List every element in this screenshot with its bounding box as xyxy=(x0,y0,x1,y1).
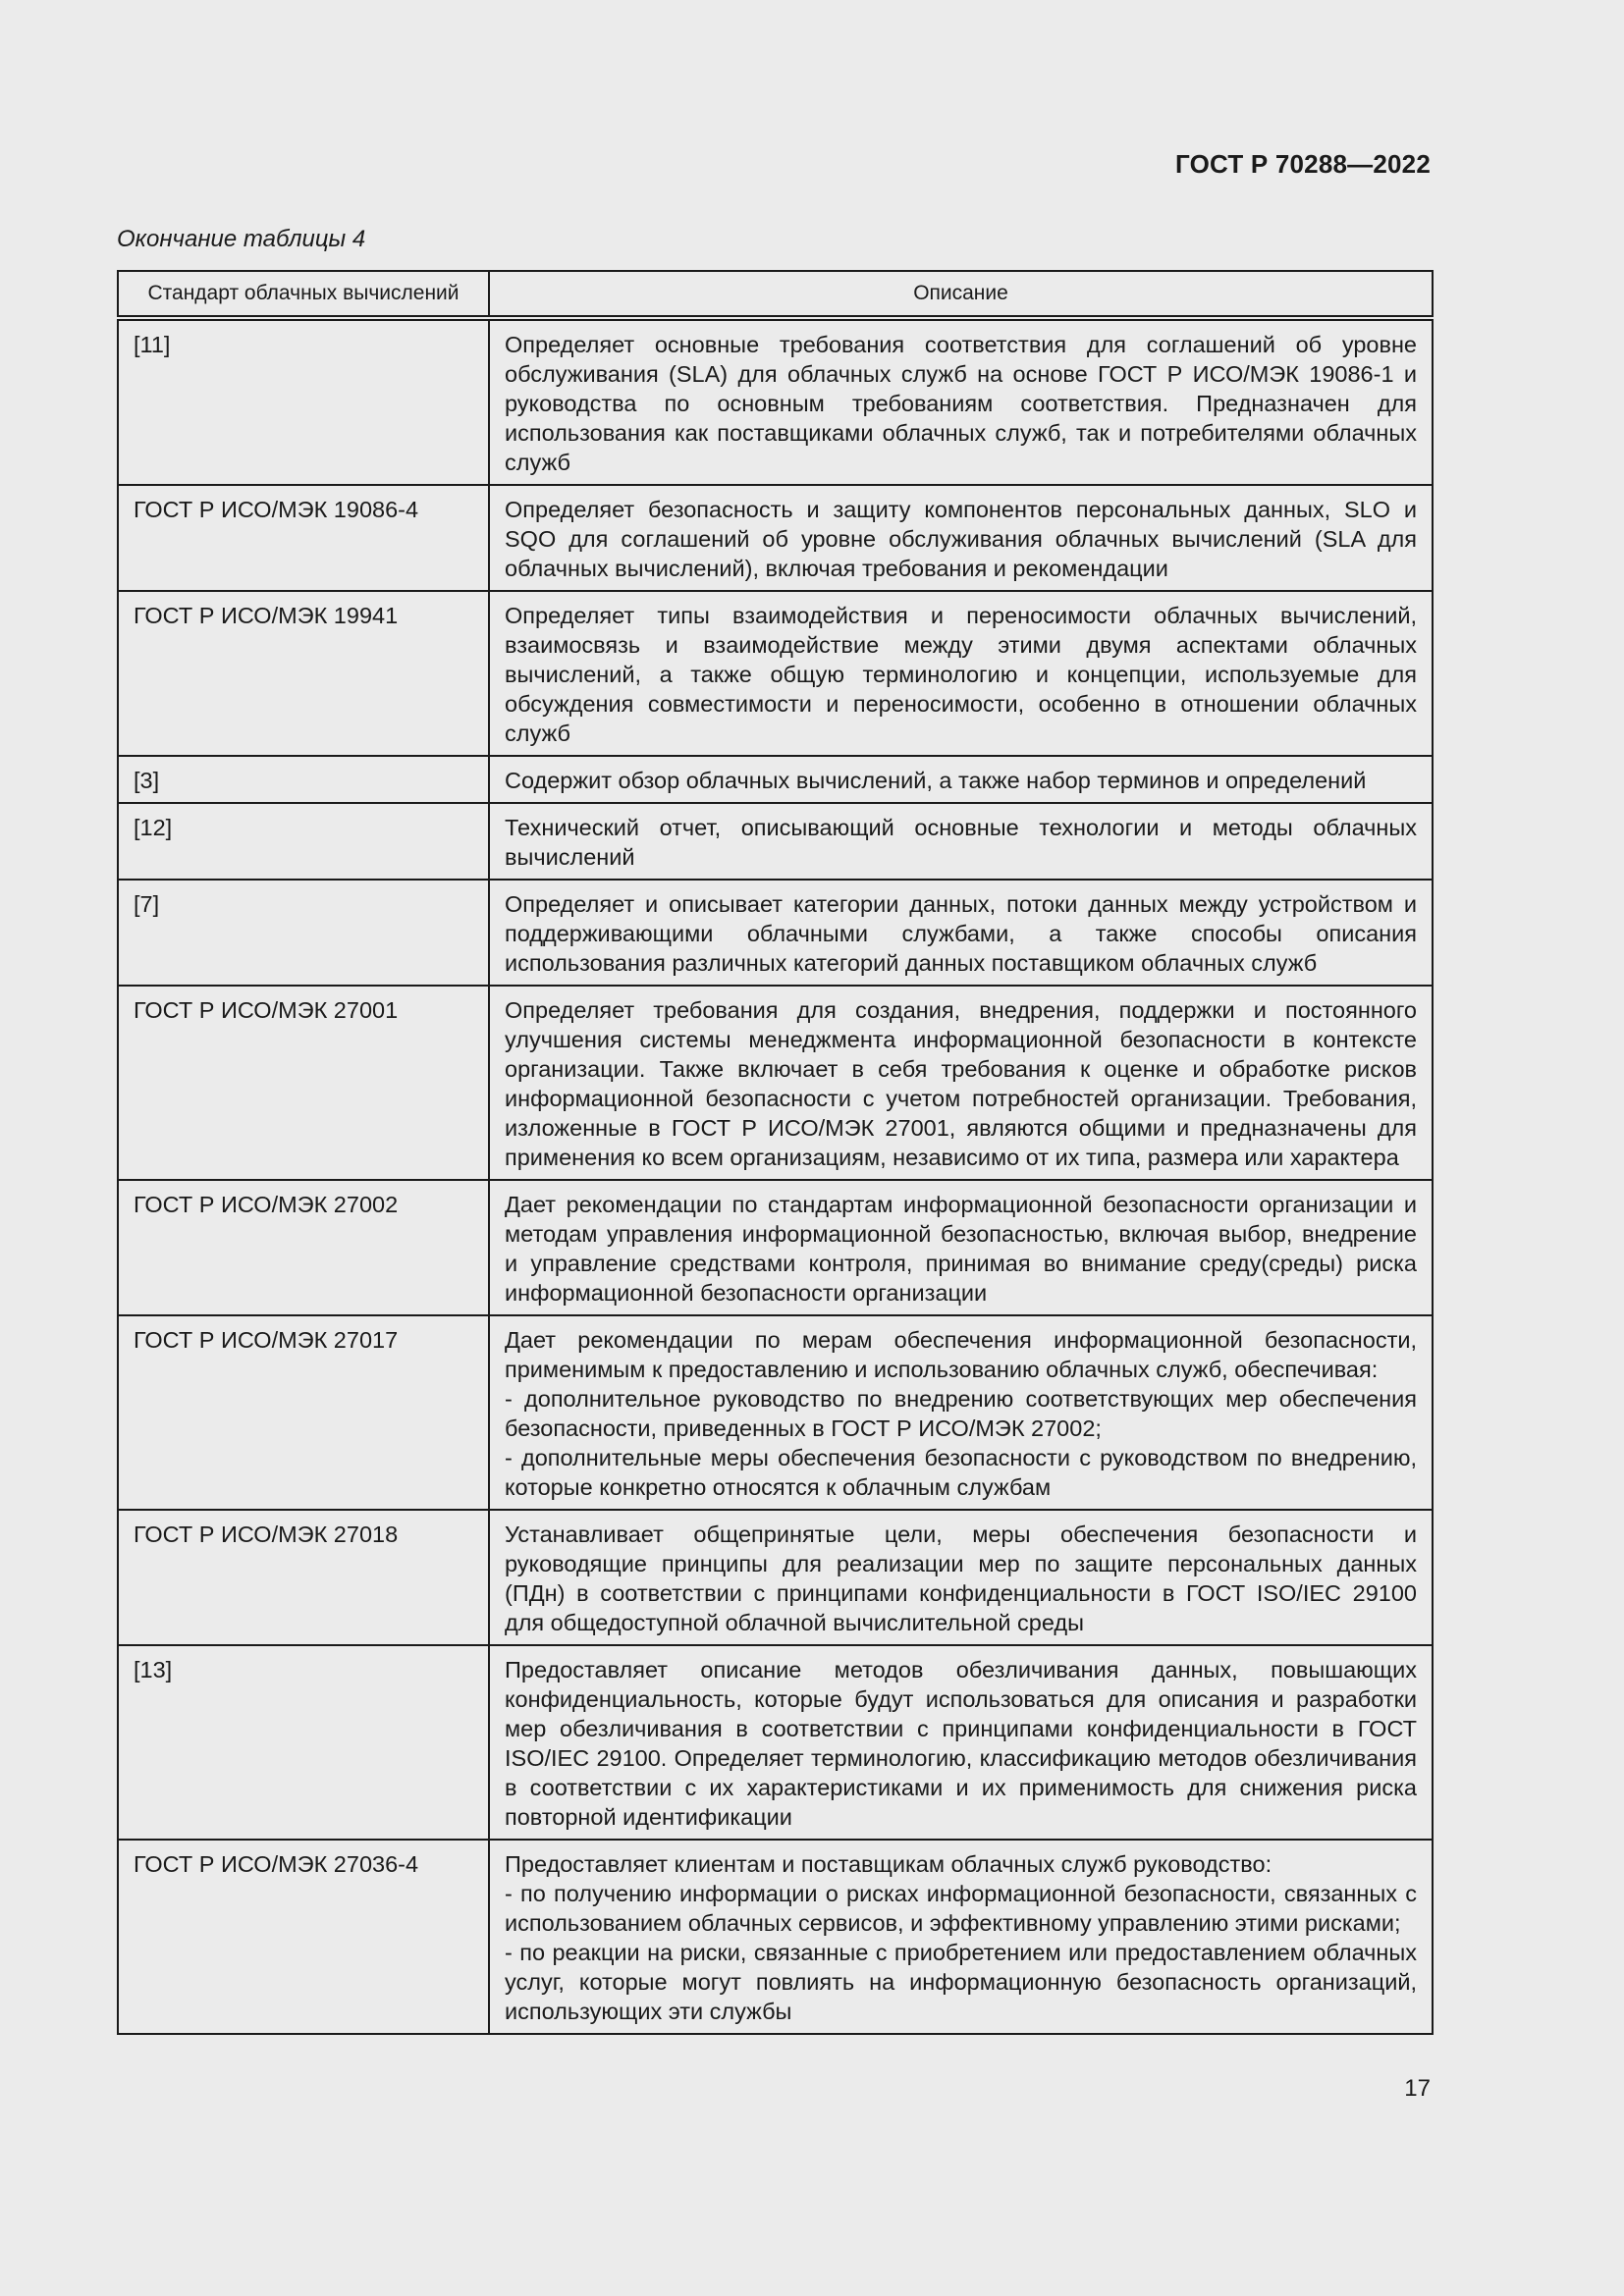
description-cell xyxy=(489,1315,1433,1510)
standard-cell: [12] xyxy=(118,803,489,880)
table-row xyxy=(118,591,1433,756)
description-paragraph: - по реакции на риски, связанные с приобретением или предоставлением облачных услуг, которые могут повлиять на информационную безопасность организаций, использующих эти службы xyxy=(505,1940,1417,2024)
table-row xyxy=(118,880,1433,986)
standard-cell: ГОСТ Р ИСО/МЭК 27036-4 xyxy=(118,1840,489,2034)
table-row xyxy=(118,318,1433,485)
table-row xyxy=(118,756,1433,803)
standard-cell: ГОСТ Р ИСО/МЭК 27002 xyxy=(118,1180,489,1315)
description-paragraph: Определяет требования для создания, внедрения, поддержки и постоянного улучшения системы менеджмента информационной безопасности в контексте организации. Также включает в себя требования к оценке и обработке рисков информационной безопасности с учетом потребностей организации. Требования, изложенные в ГОСТ Р ИСО/МЭК 27001, являются общими и предназначены для применения ко всем организациям, независимо от их типа, размера или характера xyxy=(505,997,1417,1170)
description-paragraph: Дает рекомендации по стандартам информационной безопасности организации и методам управления информационной безопасностью, включая выбор, внедрение и управление средствами контроля, принимая во внимание среду(среды) риска информационной безопасности организации xyxy=(505,1192,1417,1306)
description-cell xyxy=(489,880,1433,986)
description-paragraph: Определяет типы взаимодействия и переносимости облачных вычислений, взаимосвязь и взаимодействие между этими двумя аспектами облачных вычислений, а также общую терминологию и концепции, используемые для обсуждения совместимости и переносимости, особенно в отношении облачных служб xyxy=(505,603,1417,746)
standard-cell: ГОСТ Р ИСО/МЭК 19086-4 xyxy=(118,485,489,591)
standard-cell: [3] xyxy=(118,756,489,803)
description-cell xyxy=(489,803,1433,880)
description-paragraph: Устанавливает общепринятые цели, меры обеспечения безопасности и руководящие принципы для реализации мер по защите персональных данных (ПДн) в соответствии с принципами конфиденциальности в ГОСТ ISO/IEC 29100 для общедоступной облачной вычислительной среды xyxy=(505,1522,1417,1635)
table-row xyxy=(118,1840,1433,2034)
standards-table xyxy=(117,270,1434,2035)
table-row xyxy=(118,1180,1433,1315)
description-cell xyxy=(489,318,1433,485)
description-paragraph: Предоставляет описание методов обезличивания данных, повышающих конфиденциальность, которые будут использоваться для описания и разработки мер обезличивания в соответствии с принципами конфиденциальности в ГОСТ ISO/IEC 29100. Определяет терминологию, классификацию методов обезличивания в соответствии с их характеристиками и их применимость для снижения риска повторной идентификации xyxy=(505,1657,1417,1830)
column-header-standard: Стандарт облачных вычислений xyxy=(118,271,489,318)
description-cell xyxy=(489,1840,1433,2034)
description-paragraph: Предоставляет клиентам и поставщикам облачных служб руководство: xyxy=(505,1851,1272,1877)
description-cell xyxy=(489,1180,1433,1315)
description-cell xyxy=(489,1645,1433,1840)
table-row xyxy=(118,1315,1433,1510)
description-cell xyxy=(489,986,1433,1180)
description-paragraph: - дополнительные меры обеспечения безопасности с руководством по внедрению, которые конкретно относятся к облачным службам xyxy=(505,1445,1417,1500)
description-paragraph: Определяет основные требования соответствия для соглашений об уровне обслуживания (SLA) для облачных служб на основе ГОСТ Р ИСО/МЭК 19086-1 и руководства по основным требованиям соответствия. Предназначен для использования как поставщиками облачных служб, так и потребителями облачных служб xyxy=(505,332,1417,475)
table-row xyxy=(118,1645,1433,1840)
table-row xyxy=(118,986,1433,1180)
column-header-description: Описание xyxy=(489,271,1433,318)
table-header-row xyxy=(118,271,1433,318)
description-paragraph: Технический отчет, описывающий основные технологии и методы облачных вычислений xyxy=(505,815,1417,870)
standard-cell: ГОСТ Р ИСО/МЭК 19941 xyxy=(118,591,489,756)
standard-cell: ГОСТ Р ИСО/МЭК 27018 xyxy=(118,1510,489,1645)
description-paragraph: Содержит обзор облачных вычислений, а также набор терминов и определений xyxy=(505,768,1367,793)
description-cell xyxy=(489,591,1433,756)
description-paragraph: Дает рекомендации по мерам обеспечения информационной безопасности, применимым к предоставлению и использованию облачных служб, обеспечивая: xyxy=(505,1327,1417,1382)
description-paragraph: Определяет и описывает категории данных, потоки данных между устройством и поддерживающими облачными службами, а также способы описания использования различных категорий данных поставщиком облачных служб xyxy=(505,891,1417,976)
standard-cell: ГОСТ Р ИСО/МЭК 27017 xyxy=(118,1315,489,1510)
table-body xyxy=(118,318,1433,2034)
standard-cell: [11] xyxy=(118,318,489,485)
description-cell xyxy=(489,485,1433,591)
description-paragraph: - дополнительное руководство по внедрению соответствующих мер обеспечения безопасности, приведенных в ГОСТ Р ИСО/МЭК 27002; xyxy=(505,1386,1417,1441)
page-number: 17 xyxy=(1404,2075,1431,2102)
table-row xyxy=(118,1510,1433,1645)
description-paragraph: Определяет безопасность и защиту компонентов персональных данных, SLO и SQO для соглашений об уровне обслуживания облачных вычислений (SLA для облачных вычислений), включая требования и рекомендации xyxy=(505,497,1417,581)
document-code: ГОСТ Р 70288—2022 xyxy=(1175,149,1431,179)
standard-cell: [7] xyxy=(118,880,489,986)
table-caption: Окончание таблицы 4 xyxy=(117,226,366,252)
description-paragraph: - по получению информации о рисках информационной безопасности, связанных с использованием облачных сервисов, и эффективному управлению этими рисками; xyxy=(505,1881,1417,1936)
description-cell xyxy=(489,756,1433,803)
table-row xyxy=(118,485,1433,591)
standard-cell: [13] xyxy=(118,1645,489,1840)
table-row xyxy=(118,803,1433,880)
standard-cell: ГОСТ Р ИСО/МЭК 27001 xyxy=(118,986,489,1180)
description-cell xyxy=(489,1510,1433,1645)
